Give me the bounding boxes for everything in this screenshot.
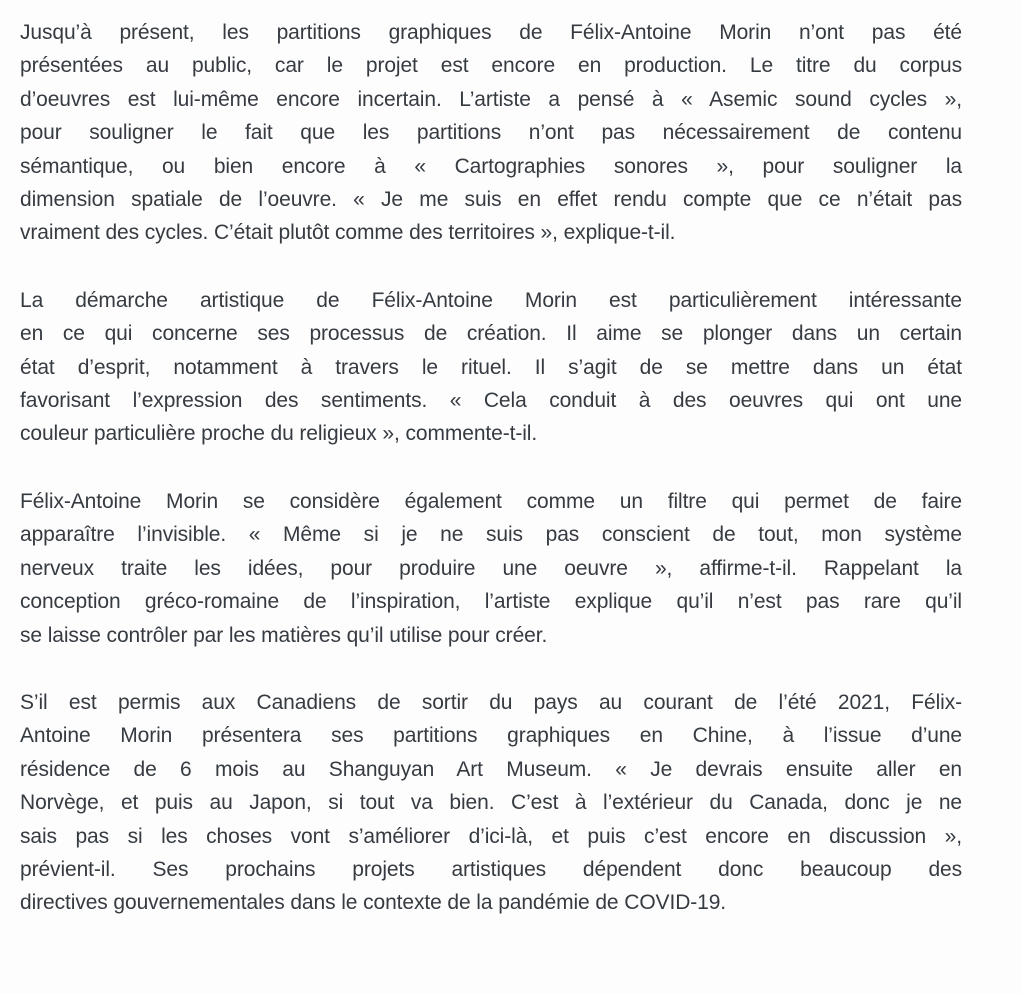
text-line: vraiment des cycles. C’était plutôt comme des territoires », explique-t-il. — [20, 221, 676, 245]
text-line: directives gouvernementales dans le contexte de la pandémie de COVID-19. — [20, 891, 727, 915]
text-line: sémantique, ou bien encore à « Cartographies sonores », pour souligner la — [20, 154, 962, 178]
text-line: prévient-il. Ses prochains projets artistiques dépendent donc beaucoup des — [20, 857, 962, 881]
text-line: Norvège, et puis au Japon, si tout va bien. C’est à l’extérieur du Canada, donc je ne — [20, 791, 962, 815]
text-line: présentées au public, car le projet est encore en production. Le titre du corpus — [20, 54, 962, 78]
text-line: résidence de 6 mois au Shanguyan Art Museum. « Je devrais ensuite aller en — [20, 757, 962, 781]
text-line: La démarche artistique de Félix-Antoine Morin est particulièrement intéressante — [20, 288, 962, 312]
paragraph — [20, 16, 962, 250]
paragraph — [20, 284, 962, 451]
text-line: apparaître l’invisible. « Même si je ne suis pas conscient de tout, mon système — [20, 523, 962, 547]
text-line: favorisant l’expression des sentiments. « Cela conduit à des oeuvres qui ont une — [20, 389, 962, 413]
paragraph-list — [20, 16, 962, 920]
text-line: Jusqu’à présent, les partitions graphiques de Félix-Antoine Morin n’ont pas été — [20, 21, 962, 44]
text-line: S’il est permis aux Canadiens de sortir du pays au courant de l’été 2021, Félix- — [20, 690, 962, 714]
text-line: se laisse contrôler par les matières qu’il utilise pour créer. — [20, 623, 548, 647]
text-line: couleur particulière proche du religieux », commente-t-il. — [20, 422, 538, 446]
paragraph — [20, 686, 962, 920]
text-line: état d’esprit, notamment à travers le rituel. Il s’agit de se mettre dans un état — [20, 355, 962, 379]
text-line: d’oeuvres est lui-même encore incertain. L’artiste a pensé à « Asemic sound cycles », — [20, 87, 962, 111]
text-line: conception gréco-romaine de l’inspiration, l’artiste explique qu’il n’est pas rare qu’il — [20, 590, 962, 614]
text-line: Félix-Antoine Morin se considère également comme un filtre qui permet de faire — [20, 489, 962, 513]
text-line: en ce qui concerne ses processus de création. Il aime se plonger dans un certain — [20, 322, 962, 346]
text-line: pour souligner le fait que les partitions n’ont pas nécessairement de contenu — [20, 121, 962, 145]
text-line: Antoine Morin présentera ses partitions graphiques en Chine, à l’issue d’une — [20, 724, 962, 748]
paragraph — [20, 485, 962, 652]
text-line: dimension spatiale de l’oeuvre. « Je me suis en effet rendu compte que ce n’était pas — [20, 188, 962, 212]
text-line: sais pas si les choses vont s’améliorer d’ici-là, et puis c’est encore en discussion », — [20, 824, 962, 848]
text-line: nerveux traite les idées, pour produire une oeuvre », affirme-t-il. Rappelant la — [20, 556, 962, 580]
